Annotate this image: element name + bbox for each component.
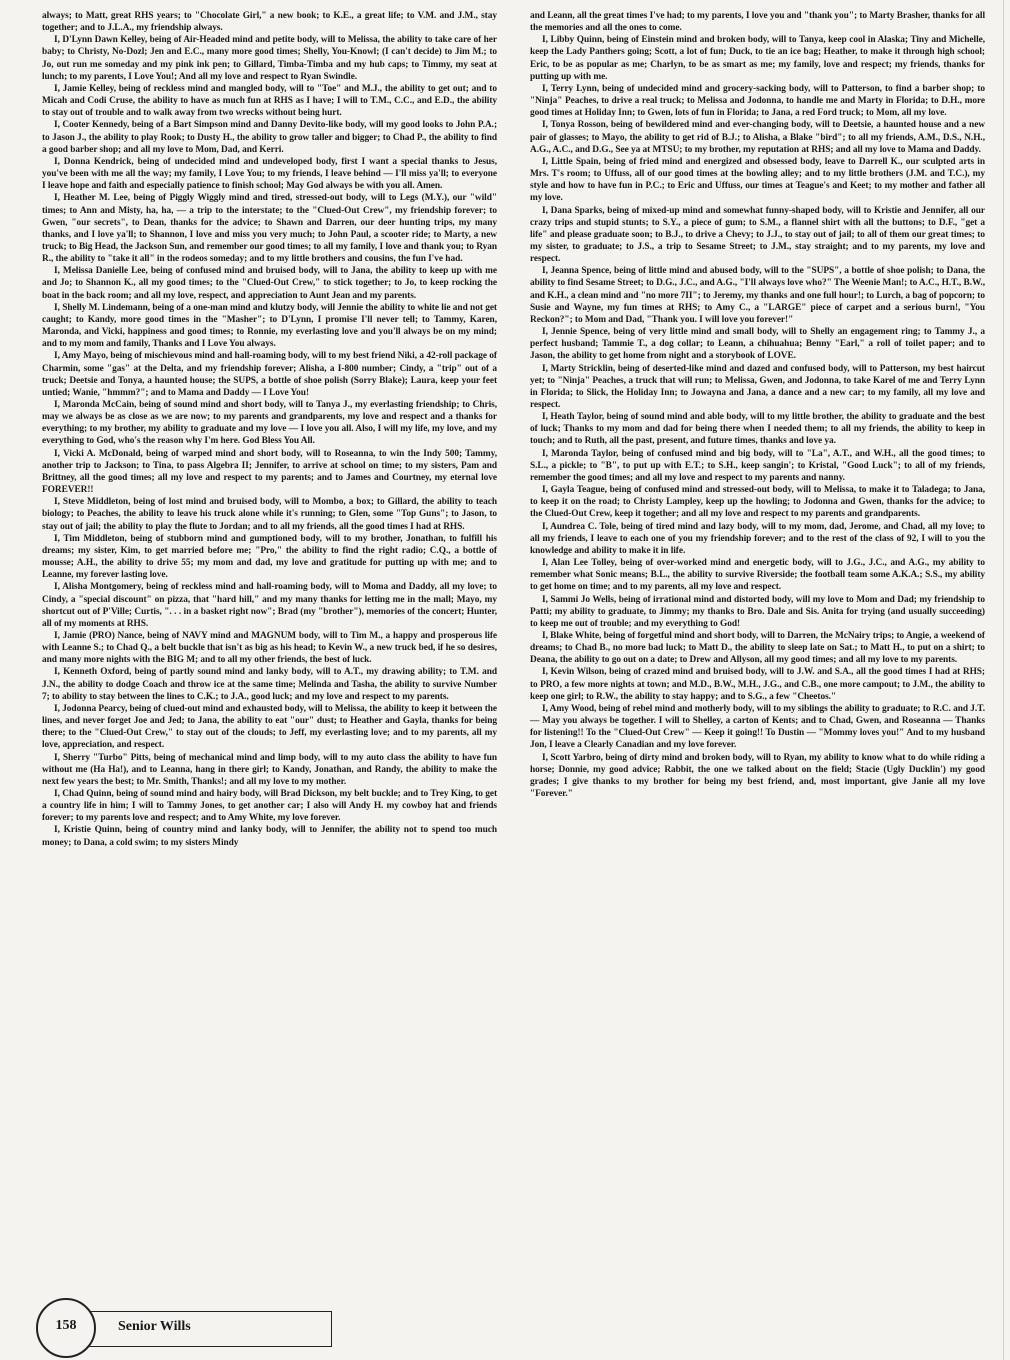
will-author: I, Cooter Kennedy, — [54, 120, 130, 131]
will-text: being of irrational mind and distorted body, will my love to Mom and Dad; my friendship to Patti; my ability to graduate, to Jimmy; my thanks to Bro. Dale and Sis. Anita for trying (and usually succeeding) to keep me out of trouble; and my everything to God! — [530, 594, 985, 629]
will-author: I, Tonya Rosson, — [542, 120, 609, 131]
will-text: being of Einstein mind and broken body, will to Tanya, keep cool in Alaska; Tiny and Michelle, keep the Lady Panthers going; Scott, a lot of fun; Duck, to tie an ice bag; Heather, to make it through high school; Eric, to be as popular as me; Charlyn, to be as smart as me; my family, love and respect; my friends, thanks for putting up with me. — [530, 35, 986, 82]
will-text: being of NAVY mind and MAGNUM body, will to Tim M., a happy and prosperous life with Leanne S.; to Chad Q., a belt buckle that isn't as big as his head; to Kevin W., a new truck bed, if he so desires, and many more nights with the BIG M; and to all my other friends, the best of luck. — [42, 630, 497, 666]
will-entry — [42, 83, 497, 119]
will-text: being of mechanical mind and limp body, will to my auto class the ability to have fun without me (Ha Ha!), and to Leanna, hang in there girl; to Kandy, Jonathan, and Randy, the ability to make the next few years the best; to Mr. Smith, Thanks!; and all my love to my mother. — [42, 752, 497, 787]
will-text: being of partly sound mind and lanky body, will to A.T., my drawing ability; to T.M. and J.N., the ability to dodge Coach and throw ice at the same time; Melinda and Tasha, the ability to survive Number 7; to ability to stay between the lines to C.K.; to J.A., good luck; and my love and respect to my parents. — [42, 667, 497, 702]
will-author: I, Marty Stricklin, — [542, 363, 616, 374]
will-text: being of tired mind and lazy body, will to my mom, dad, Jerome, and Chad, all my love; to all my friends, I leave to each one of you my friendship forever; and to the rest of the class of 92, I will to you the knowledge and ability to make it in life. — [530, 521, 985, 556]
will-text: being of crazed mind and bruised body, will to J.W. and S.A., all the good times I had at RHS; to PRO, a few more nights at town; and M.D., B.W., M.H., J.G., and C.B., one more campout; to J.M., the ability to keep one girl; to R.W., the ability to stay happy; and to S.G., a few "Cheetos." — [530, 667, 985, 702]
will-entry — [42, 533, 497, 582]
will-text: being of Air-Headed mind and petite body, will to Melissa, the ability to take care of her baby; to Christy, No-Dozl; Jen and E.C., many more good times; Shelly, You-Knowl; (I can't decide) to Jim M.; to Jo, out run me someday and my pink ink pen; to Gillard, Timba-Timba and my hub caps; to Timmy, my seat at lunch; to my parents, I Love You!; And all my love and respect to Ryan Swindle. — [42, 35, 497, 82]
will-text: being of dirty mind and broken body, will to Ryan, my ability to know what to do while riding a horse; Donnie, my good advice; Rabbit, the one we talked about on the field; Stacie (Ugly Ducklin') my good grades; I give thanks to my brother for being my best friend, and, most important, give Janie all my love "Forever." — [530, 752, 985, 799]
will-entry — [530, 156, 985, 205]
will-author: I, Gayla Teague, — [542, 485, 607, 496]
will-entry — [530, 594, 985, 630]
will-text: being of country mind and lanky body, will to Jennifer, the ability not to spend too much money; to Dana, a cold swim; to my sisters Mindy — [42, 825, 497, 848]
will-author: I, Sammi Jo Wells, — [542, 594, 617, 605]
will-entry — [42, 703, 497, 752]
will-author: I, Heather M. Lee, — [54, 193, 131, 204]
will-text: being of confused mind and big body, will to "La", A.T., and W.H., all the good times; to S.L., a pickle; to "B", to put up with E.T.; to S.H., keep sangin'; to Kristal, "Good Luck"; to all of my friends, remember the good times; and all my love and respect to my parents and nanny. — [530, 448, 985, 483]
will-entry — [42, 752, 497, 788]
will-entry — [530, 411, 985, 447]
will-author: I, Jamie (PRO) Nance, — [54, 630, 145, 641]
will-text: being of lost mind and bruised body, will to Mombo, a box; to Gillard, the ability to teach biology; to Peaches, the ability to leave his truck alone while it's running; to Glen, some "Top Guns"; to Jason, to stay out of jail; the ability to play the flute to Jordan; and to all my friends, all the good times I had at RHS. — [42, 497, 497, 532]
will-author: I, Alisha Montgomery, — [54, 582, 144, 593]
section-title: Senior Wills — [118, 1319, 191, 1334]
will-author: I, Aundrea C. Tole, — [542, 521, 619, 532]
will-author: I, Little Spain, — [542, 156, 601, 167]
will-entry — [530, 326, 985, 362]
right-column — [530, 10, 985, 800]
will-text: being of rebel mind and motherly body, will to my siblings the ability to graduate; to R.C. and J.T. — May you always be together. I will to Shelley, a carton of Kents; and to Chad, Gwen, and Roseanna — Thanks for listening!! To the "Clued-Out Crew" — Keep it going!! To Dustin — "Mommy loves you!" And to my husband Jon, I leave a Clearly Canadian and my love forever. — [530, 703, 985, 751]
will-entry — [42, 119, 497, 155]
will-text: being of very little mind and small body, will to Shelly an engagement ring; to Tammy J., a perfect husband; Tammie T., a dog collar; to Leann, a chihuahua; Benny "Earl," a roll of toilet paper; and to Jason, the ability to get home from night and a storybook of LOVE. — [530, 327, 985, 362]
will-text: being of fried mind and energized and obsessed body, leave to Darrell K., our sculpted arts in Mrs. T's room; to Uffuss, all of our good times at the bowling alley; and to my little brothers (J.M. and T.C.), my style and how to have fun in P.C.; to Eric and Uffuss, our times at Teague's and Keet; to my mother and father all my love. — [530, 156, 985, 204]
will-text: being of stubborn mind and gumptioned body, will to my brother, Jonathan, to fulfill his dreams; my sister, Kim, to get married before me; "Pro," the ability to find the right radio; C.Q., a bottle of mousse; A.H., the ability to drive 55; my mom and dad, my love and gratitude for putting up with me; and to Leanne, my forever lasting love. — [42, 533, 497, 581]
will-text: being of warped mind and short body, will to Roseanna, to win the Indy 500; Tammy, another trip to Jackson; to Tina, to pass Algebra II; Jennifer, to arrive at school on time; to my sisters, Pam and Brittney, all the good times; all my love and respect to my parents; and to James and Courtney, my eternal love FOREVER!! — [42, 448, 497, 496]
will-entry — [42, 34, 497, 83]
will-author: I, Jamie Kelley, — [54, 83, 116, 94]
will-author: I, Libby Quinn, — [542, 35, 605, 46]
will-text: being of undecided mind and grocery-sacking body, will to Patterson, to find a barber shop; to "Ninja" Peaches, to drive a real truck; to Melissa and Jodonna, to handle me and Marty in Florida; to D.H., more good times at Holiday Inn; to Gwen, lots of fun in Florida; to Jana, a red Ford truck; to Mom, all my love. — [530, 83, 985, 119]
will-entry — [530, 363, 985, 412]
will-author: I, Scott Yarbro, — [542, 752, 603, 763]
footer-banner — [74, 1311, 332, 1347]
will-text: being of confused mind and stressed-out body, will to Melissa, to make it to Taladega; to Jana, to keep it on the road; to Christy Lampley, keep up the howling; to Jodonna and Gwen, thanks for the advice; to the Clued-Out Crew, keep it together; and all my love and respect to my parents and grandparents. — [530, 485, 986, 520]
will-author: I, Donna Kendrick, — [54, 156, 134, 167]
will-author: I, Vicki A. McDonald, — [54, 448, 143, 459]
will-text: being of little mind and abused body, will to the "SUPS", a bottle of shoe polish; to Dana, the ability to find Sesame Street; to D.G., J.C., and A.G., "I'll always love who?" The Weenie Man!; to A.C., H.T., B.W., and K.H., a clean mind and "no more 7II"; to Jeremy, my thanks and one full hour!; to Lurch, a bag of popcorn; to Susie and Wayne, my fun times at RHS; to Amy C., a "LARGE" piece of carpet and a serious burn!, "You Reckon?"; to Mom and Dad, "Thank you. I will love you forever!" — [530, 266, 985, 325]
will-entry — [530, 630, 985, 666]
will-author: I, Chad Quinn, — [54, 789, 114, 799]
will-author: I, Kenneth Oxford, — [54, 667, 132, 678]
will-text: being of reckless mind and hall-roaming body, will to Moma and Daddy, all my love; to Cindy, a "special discount" on pizza, that "hard hill," and my many thanks for letting me in the mall; Mayo, my shortcut out of P'Ville; Curtis, ". . . in a basket right now"; Brad (my "brother"), memories of the concert; Hunter, all of my moments at RHS. — [42, 582, 497, 629]
will-text: being of deserted-like mind and dazed and confused body, will to Patterson, my best haircut yet; to "Ninja" Peaches, a truck that will run; to Melissa, Gwen, and Jodonna, to take Karel of me and Terry Lynn in Florida; to Slick, the Holiday Inn; to Jowayna and Jana, a dance and a new car; to my family, all my love and respect. — [530, 363, 985, 410]
will-author: I, Maronda McCain, — [54, 400, 137, 410]
will-text: being of sound mind and short body, will to Tanya J., my everlasting friendship; to Chris, may we always be as close as we are now; to my parents and grandparents, my love and respect and a thanks for everything; to my brother, my ability to graduate and my love — I love you all. Also, I will my life, my love, and my everything to God, who's the reason why I'm here. God Bless You All. — [42, 400, 497, 447]
will-text: being of bewildered mind and ever-changing body, will to Deetsie, a haunted house and a new pair of glasses; to Mayo, the ability to get rid of B.J.; to Alisha, a Blake "bird"; to all my friends, A.M., D.S., N.H., A.G., A.C., and D.G., See ya at MTSU; to my brother, my reputation at RHS; and all my love to Mama and Daddy. — [530, 120, 985, 155]
will-text: being of a Bart Simpson mind and Danny Devito-like body, will my good looks to John P.A.; to Jason J., the ability to play Rook; to Dusty H., the ability to grow taller and bigger; to Chad P., the ability to find a good barber shop; and all my love to Mom, Dad, and Kerri. — [42, 120, 498, 155]
will-entry — [42, 399, 497, 448]
will-text: being of over-worked mind and energetic body, will to J.G., J.C., and A.G., my ability to remember what Sonic means; B.L., the ability to survive Riverside; the football team some A.K.A.; S.S., my ability to get home on time; and to my parents, all my love and respect. — [530, 558, 985, 593]
page-number: 158 — [55, 1318, 77, 1333]
will-author: I, Kevin Wilson, — [542, 667, 607, 678]
will-entry — [42, 824, 497, 848]
will-text: being of forgetful mind and short body, will to Darren, the McNairy trips; to Angie, a weekend of dreams; to Chad B., no more bad luck; to Matt D., the ability to sleep late on Sat.; to Matt H., to put on a shirt; to Deana, the ability to go out on a date; to Drew and Allyson, all my good times; and all my love to my parents. — [530, 630, 985, 666]
will-author: I, Jeanna Spence, — [542, 266, 612, 277]
will-entry — [530, 119, 985, 155]
will-author: I, Dana Sparks, — [542, 205, 605, 216]
page-footer — [34, 1298, 304, 1358]
will-entry — [530, 484, 985, 520]
will-author: I, Melissa Danielle Lee, — [54, 266, 148, 277]
will-text: being of a one-man mind and klutzy body, will Jennie the ability to white lie and not get caught; to Kandy, more good times in the "Masher"; to D'Lynn, I promise I'll never tell; to Tammy, Karen, Maronda, and Vicki, happiness and good times; to Ronnie, my everlasting love and you'll always be on my mind; and to my mom and family, Thanks and I Love You always. — [42, 302, 497, 350]
will-entry — [530, 752, 985, 801]
will-text: being of clued-out mind and exhausted body, will to Melissa, the ability to keep it between the lines, and never forget Joe and Jed; to Jana, the ability to eat "our" dust; to Heather and Gayla, thanks for being there; to the "Clued-Out Crew," to stay out of the clouds; to Jeff, my everlasting love; and to my parents, all my love, appreciation, and respect. — [42, 703, 497, 751]
will-entry — [42, 666, 497, 702]
will-entry — [530, 703, 985, 752]
will-entry — [530, 521, 985, 557]
will-author: I, Sherry "Turbo" Pitts, — [54, 752, 151, 763]
will-entry — [42, 581, 497, 630]
page-edge — [1003, 0, 1004, 1360]
will-entry — [42, 350, 497, 399]
will-author: I, D'Lynn Dawn Kelley, — [54, 35, 148, 46]
will-entry — [530, 34, 985, 83]
will-entry — [42, 302, 497, 351]
will-entry — [42, 156, 497, 192]
will-author: I, Heath Taylor, — [542, 412, 605, 423]
left-column — [42, 10, 497, 849]
will-text: being of reckless mind and mangled body, will to "Toe" and M.J., the ability to get out; and to Micah and Codi Cruse, the ability to have as much fun at RHS as I have; I will to T.M., C.C., and E.D., the ability to stay out of trouble and to walk away from two wrecks without being hurt. — [42, 83, 497, 119]
will-text: being of confused mind and bruised body, will to Jana, the ability to keep up with me and Jo; to Shannon K., all my good times; to the "Clued-Out Crew," to stick together; to Jo, to keep rocking the boat in the back room; and all my love, respect, and appreciation to Aunt Jean and my parents. — [42, 266, 497, 301]
will-text: being of sound mind and hairy body, will Brad Dickson, my belt buckle; and to Trey King, to get a country life in him; I will to Tammy Jones, to get another car; I also will Andy H. my cowboy hat and friends forever; to my parents love and respect; and to Amy White, my love forever. — [42, 789, 498, 824]
will-author: I, Blake White, — [542, 630, 602, 641]
will-entry — [42, 448, 497, 497]
will-text: being of sound mind and able body, will to my little brother, the ability to graduate and the best of luck; Thanks to my mom and dad for being there when I needed them; to all my friends, the ability to keep in touch; and to Ruth, all the past, present, and future times, thanks and love ya. — [530, 412, 985, 447]
will-author: I, Tim Middleton, — [54, 533, 127, 544]
will-entry — [530, 83, 985, 119]
will-entry — [530, 448, 985, 484]
will-text: being of mischievous mind and hall-roaming body, will to my best friend Niki, a 42-roll package of Charmin, some "gas" at the Delta, and my friendship forever; Alisha, a I-800 number; Cindy, a "trip" out of a truck; Deetsie and Tonya, a haunted house; the SUPS, a bottle of shoe polish (Sorry Blake); Laura, keep your feet untied; Wanie, "hmmm?"; and to Mama and Daddy — I Love You! — [42, 351, 497, 398]
will-author: I, Shelly M. Lindemann, — [54, 302, 151, 313]
will-entry — [42, 788, 497, 824]
will-author: I, Jennie Spence, — [542, 327, 611, 338]
will-author: I, Amy Wood, — [542, 703, 597, 714]
will-text: being of Piggly Wiggly mind and tired, stressed-out body, will to Legs (M.Y.), our "wild" times; to Ann and Misty, ha, ha, — a trip to the interstate; to the "Clued-Out Crew", my friendship forever; to Gwen, "our secrets", to Dean, thanks for the advice; to Shawn and Darren, our deer hunting trips, my many thanks, and I love ya'll; to Shannon, I love and miss you very much; to John Paul, a scooter ride; to Marty, a new truck; to Big Head, the Jackson Sun, and remember our good times; to all my family, I love and thank you; to Ryan R., the ability to "take it all" in the rodeos someday; and to my little brothers and cousins, the fun I've had. — [42, 193, 497, 265]
will-author: I, Jodonna Pearcy, — [54, 703, 128, 714]
will-author: I, Steve Middleton, — [54, 497, 131, 508]
will-entry — [42, 630, 497, 666]
will-entry — [530, 10, 985, 34]
will-text: always; to Matt, great RHS years; to "Chocolate Girl," a new book; to K.E., a great life; to V.M. and J.M., stay together; and to J.L.A., my friendship always. — [42, 11, 497, 34]
will-entry — [42, 265, 497, 301]
will-entry — [530, 666, 985, 702]
will-author: I, Alan Lee Tolley, — [542, 558, 617, 569]
will-entry — [530, 205, 985, 266]
will-entry — [530, 265, 985, 326]
will-text: being of mixed-up mind and somewhat funny-shaped body, will to Kristie and Jennifer, all our crazy trips and stupid stunts; to S.Y., a piece of gum; to S.M., a flannel shirt with all the buttons; to D.F., "get a life" and please graduate soon; to B.J., to drive a Chevy; to J.J., to stay out of jail; to all of them our great times; to my sister, to graduate; to J.S., a trip to Sesame Street; to J.M., stay straight; and to my parents, my love and respect. — [530, 205, 985, 265]
will-entry — [42, 10, 497, 34]
will-text: and Leann, all the great times I've had; to my parents, I love you and "thank you"; to Marty Brasher, thanks for all the memories and all the ones to come. — [530, 11, 985, 34]
will-author: I, Maronda Taylor, — [542, 448, 619, 459]
will-text: being of undecided mind and undeveloped body, first I want a special thanks to Jesus, you've been with me all the way; my family, I Love You; to my friends, I leave behind — I'll miss ya'll; to everyone I leave hope and faith and especially patience to finish school; May God always be with you all. Amen. — [42, 156, 497, 192]
will-entry — [530, 557, 985, 593]
will-entry — [42, 192, 497, 265]
will-author: I, Terry Lynn, — [542, 83, 600, 94]
will-author: I, Amy Mayo, — [54, 351, 109, 362]
will-entry — [42, 496, 497, 532]
will-author: I, Kristie Quinn, — [54, 825, 123, 836]
